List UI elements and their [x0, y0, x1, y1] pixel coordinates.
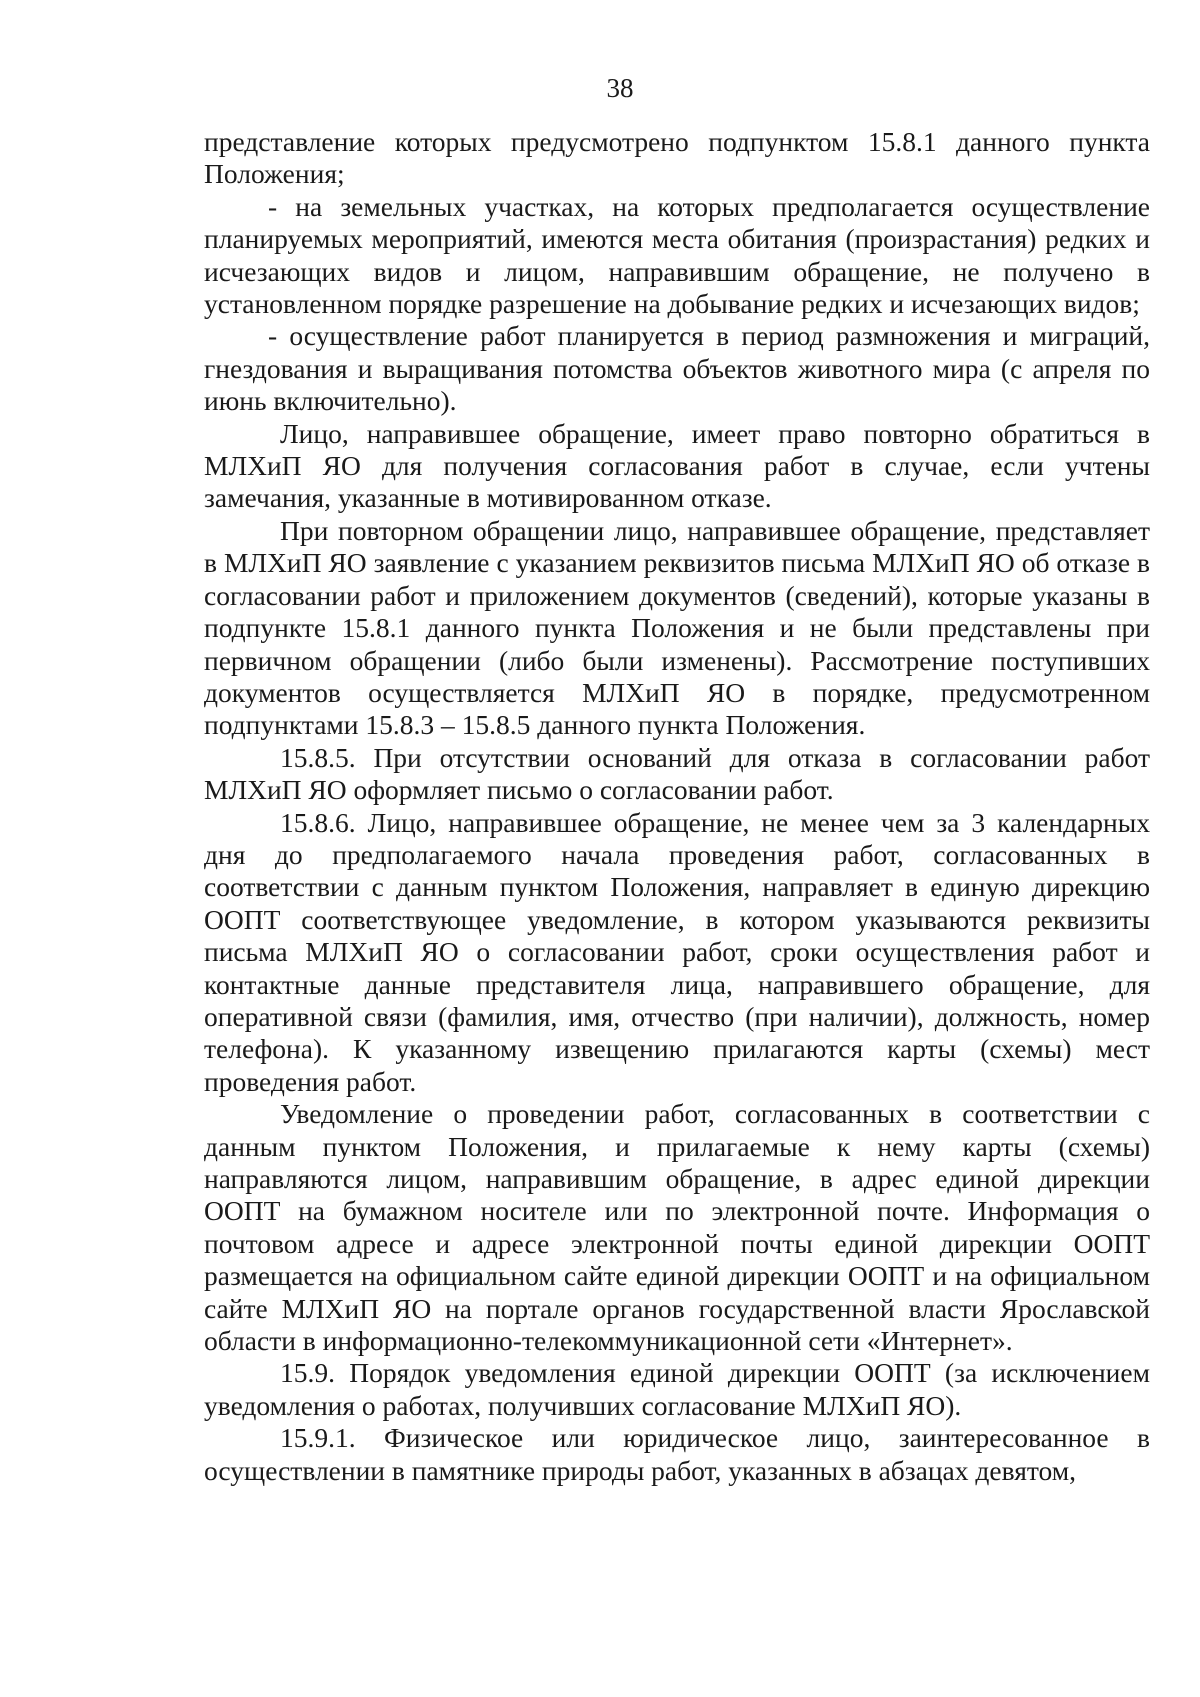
paragraph: Уведомление о проведении работ, согласованных в соответствии с данным пунктом Положения, и прилагаемые к нему карты (схемы) направляются лицом, направившим обращение, в адрес единой дирекции ООПТ на бумажном носителе или по электронной почте. Информация о почтовом адресе и адресе электронной почты единой дирекции ООПТ размещается на официальном сайте единой дирекции ООПТ и на официальном сайте МЛХиП ЯО на портале органов государственной власти Ярославской области в информационно-телекоммуникационной сети «Интернет».	[204, 1098, 1150, 1357]
paragraph: 15.8.5. При отсутствии оснований для отказа в согласовании работ МЛХиП ЯО оформляет письмо о согласовании работ.	[204, 741, 1150, 806]
paragraph: Лицо, направившее обращение, имеет право повторно обратиться в МЛХиП ЯО для получения согласования работ в случае, если учтены замечания, указанные в мотивированном отказе.	[204, 417, 1150, 514]
paragraph: представление которых предусмотрено подпунктом 15.8.1 данного пункта Положения;	[204, 126, 1150, 190]
paragraph: 15.8.6. Лицо, направившее обращение, не менее чем за 3 календарных дня до предполагаемого начала проведения работ, согласованных в соответствии с данным пунктом Положения, направляет в единую дирекцию ООПТ соответствующее уведомление, в котором указываются реквизиты письма МЛХиП ЯО о согласовании работ, сроки осуществления работ и контактные данные представителя лица, направившего обращение, для оперативной связи (фамилия, имя, отчество (при наличии), должность, номер телефона). К указанному извещению прилагаются карты (схемы) мест проведения работ.	[204, 806, 1150, 1097]
paragraph: 15.9.1. Физическое или юридическое лицо, заинтересованное в осуществлении в памятнике природы работ, указанных в абзацах девятом,	[204, 1422, 1150, 1486]
document-body	[204, 126, 1150, 1487]
list-item: - на земельных участках, на которых предполагается осуществление планируемых мероприятий, имеются места обитания (произрастания) редких и исчезающих видов и лицом, направившим обращение, не получено в установленном порядке разрешение на добывание редких и исчезающих видов;	[204, 190, 1150, 320]
paragraph: При повторном обращении лицо, направившее обращение, представляет в МЛХиП ЯО заявление с указанием реквизитов письма МЛХиП ЯО об отказе в согласовании работ и приложением документов (сведений), которые указаны в подпункте 15.8.1 данного пункта Положения и не были представлены при первичном обращении (либо были изменены). Рассмотрение поступивших документов осуществляется МЛХиП ЯО в порядке, предусмотренном подпунктами 15.8.3 – 15.8.5 данного пункта Положения.	[204, 514, 1150, 741]
paragraph: 15.9. Порядок уведомления единой дирекции ООПТ (за исключением уведомления о работах, получивших согласование МЛХиП ЯО).	[204, 1357, 1150, 1421]
list-item: - осуществление работ планируется в период размножения и миграций, гнездования и выращивания потомства объектов животного мира (с апреля по июнь включительно).	[204, 320, 1150, 417]
page-number: 38	[606, 73, 634, 103]
